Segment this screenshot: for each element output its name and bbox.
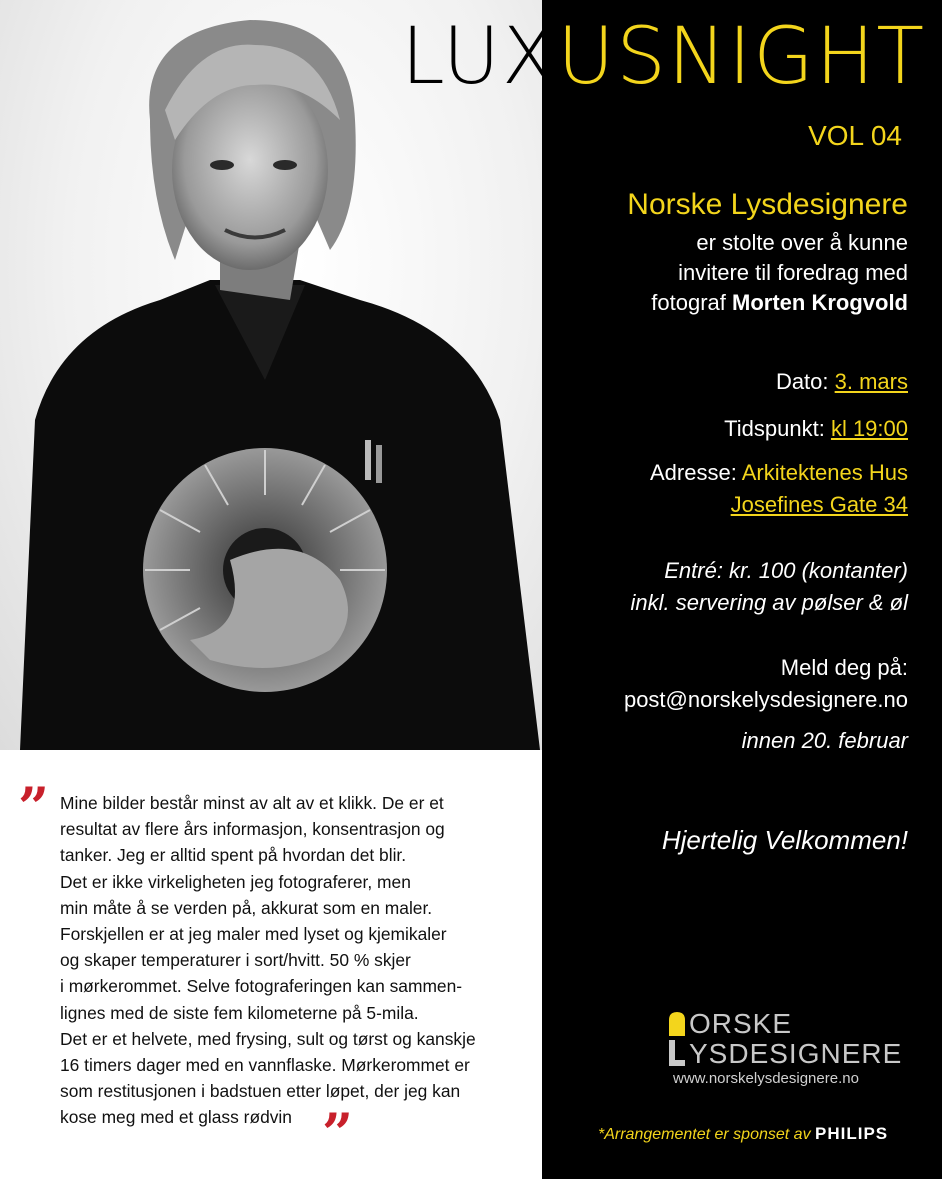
logo-mark-icon	[667, 1010, 687, 1066]
signup-email[interactable]: post@norskelysdesignere.no	[623, 687, 908, 712]
logo-text-row-1: ORSKE	[689, 1008, 793, 1039]
time-label: Tidspunkt:	[724, 416, 831, 441]
portrait-photo	[0, 0, 542, 750]
intro-line-2: invitere til foredrag med	[678, 260, 908, 285]
quote-line: tanker. Jeg er alltid spent på hvordan det blir.	[60, 845, 407, 866]
quote-line: som restitusjonen i badstuen etter løpet, der jeg kan	[60, 1081, 461, 1102]
photographer-portrait-illustration	[0, 0, 542, 750]
quote-line: kose meg med et glass rødvin	[60, 1107, 292, 1128]
norske-lysdesignere-logo	[667, 1008, 909, 1088]
speaker-name: Morten Krogvold	[732, 290, 908, 315]
intro-line-3	[651, 288, 908, 318]
signup-deadline: innen 20. februar	[741, 728, 908, 753]
logo-url[interactable]: www.norskelysdesignere.no	[673, 1070, 859, 1087]
intro-prefix: fotograf	[651, 290, 732, 315]
quote-line: 16 timers dager med en vannflaske. Mørkerommet er	[60, 1055, 470, 1076]
quote-line: Det er et helvete, med frysing, sult og tørst og kanskje	[60, 1028, 476, 1049]
quote-line: min måte å se verden på, akkurat som en maler.	[60, 897, 433, 918]
photographer-quote	[60, 790, 540, 1131]
organizer-name: Norske Lysdesignere	[627, 188, 908, 221]
sponsor-text: *Arrangementet er sponset av	[598, 1126, 816, 1143]
quote-open-icon: ”	[18, 775, 50, 839]
title-part-lux: LUX	[401, 12, 558, 102]
title-part-usnight: USNIGHT	[557, 12, 926, 102]
quote-line: i mørkerommet. Selve fotograferingen kan sammen-	[60, 976, 463, 997]
date-row	[776, 369, 908, 395]
quote-line: Det er ikke virkeligheten jeg fotograferer, men	[60, 871, 411, 892]
date-label: Dato:	[775, 369, 835, 394]
date-value: 3. mars	[834, 369, 908, 394]
intro-line-1: er stolte over å kunne	[696, 230, 908, 255]
welcome-text: Hjertelig Velkommen!	[661, 825, 908, 855]
quote-line: Mine bilder består minst av alt av et klikk. De er et	[60, 793, 444, 813]
address-street-row	[731, 492, 908, 518]
logo-text-row-2: YSDESIGNERE	[689, 1038, 903, 1069]
quote-line: lignes med de siste fem kilometerne på 5-mila.	[60, 1002, 419, 1023]
intro-text	[651, 228, 908, 318]
time-value: kl 19:00	[830, 416, 908, 441]
address-venue: Arkitektenes Hus	[741, 460, 908, 485]
signup-label: Meld deg på:	[780, 655, 908, 680]
sponsor-note	[598, 1124, 888, 1144]
volume-label: VOL 04	[808, 120, 902, 151]
entry-includes: inkl. servering av pølser & øl	[630, 590, 908, 615]
quote-line: og skaper temperaturer i sort/hvitt. 50 % skjer	[60, 950, 411, 971]
event-title	[401, 12, 926, 102]
address-row	[650, 460, 908, 486]
quote-line: resultat av flere års informasjon, konsentrasjon og	[60, 819, 445, 840]
time-row	[724, 416, 908, 442]
address-label: Adresse:	[649, 460, 742, 485]
address-street[interactable]: Josefines Gate 34	[730, 492, 908, 517]
quote-close-icon: ”	[322, 1101, 354, 1165]
entry-price: Entré: kr. 100 (kontanter)	[664, 558, 908, 583]
quote-line: Forskjellen er at jeg maler med lyset og kjemikaler	[60, 924, 447, 945]
sponsor-brand: PHILIPS	[815, 1124, 889, 1143]
